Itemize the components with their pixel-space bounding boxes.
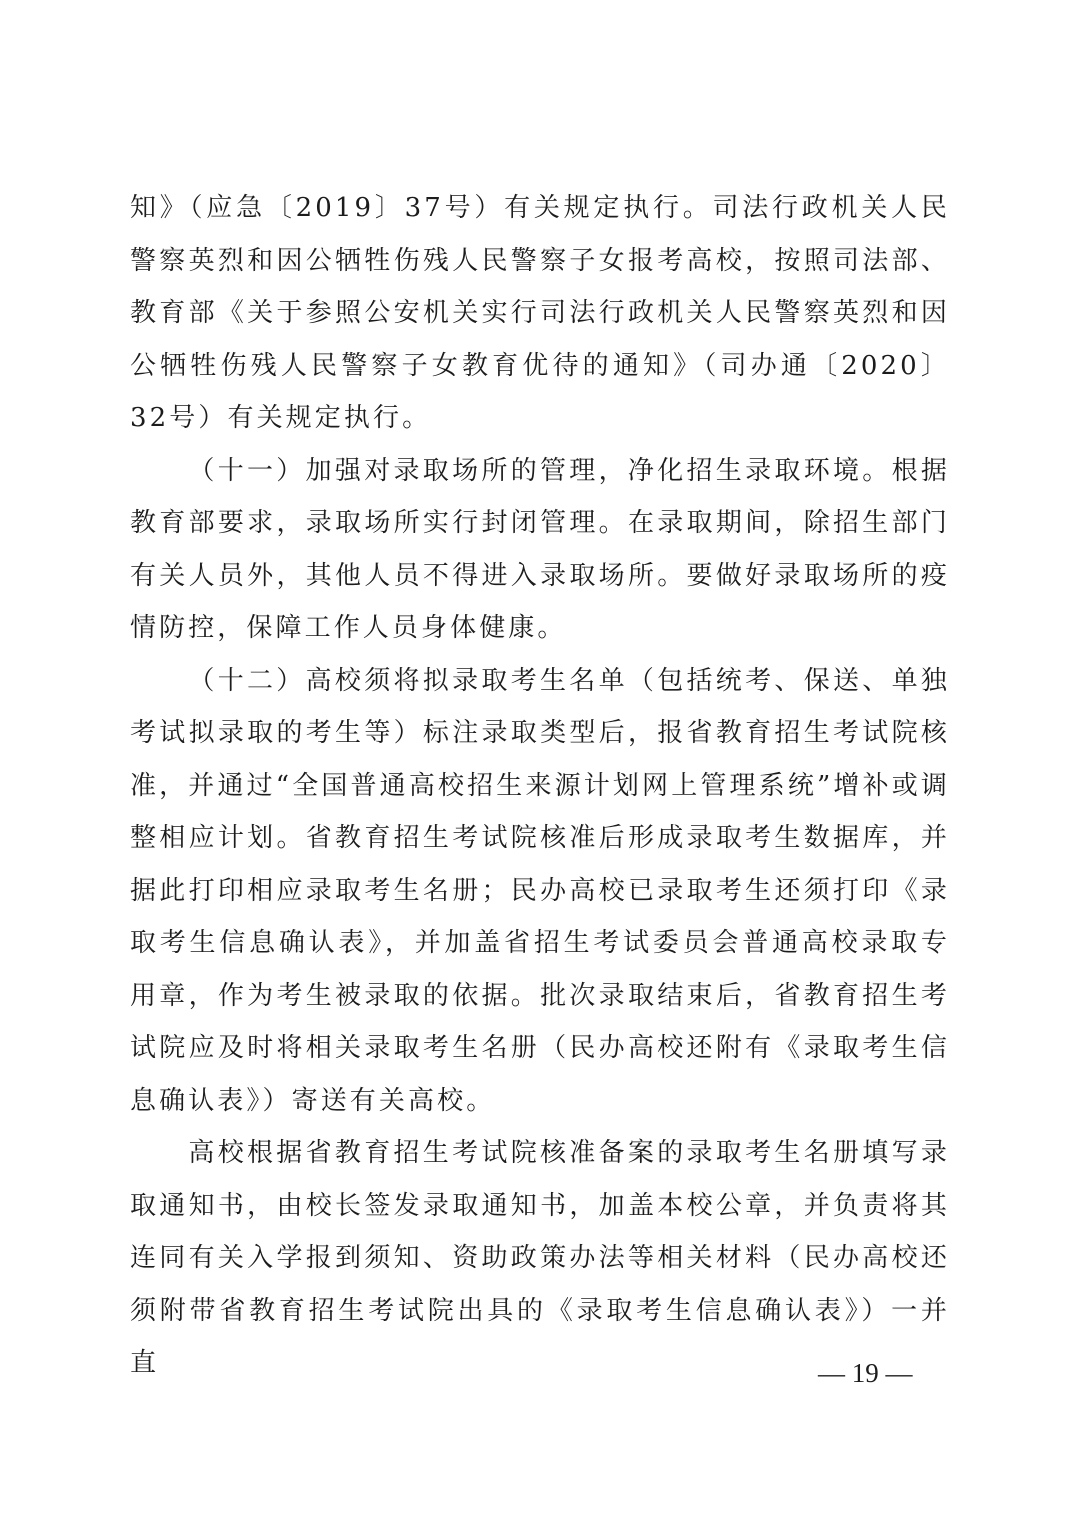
document-body	[130, 182, 950, 1390]
paragraph-admission-notice: 高校根据省教育招生考试院核准备案的录取考生名册填写录取通知书，由校长签发录取通知书，加盖本校公章，并负责将其连同有关入学报到须知、资助政策办法等相关材料（民办高校还须附带省教育招生考试院出具的《录取考生信息确认表》）一并直	[130, 1138, 950, 1378]
paragraph-item-11: （十一）加强对录取场所的管理，净化招生录取环境。根据教育部要求，录取场所实行封闭管理。在录取期间，除招生部门有关人员外，其他人员不得进入录取场所。要做好录取场所的疫情防控，保障工作人员身体健康。	[130, 455, 950, 643]
paragraph-item-12: （十二）高校须将拟录取考生名单（包括统考、保送、单独考试拟录取的考生等）标注录取类型后，报省教育招生考试院核准，并通过“全国普通高校招生来源计划网上管理系统”增补或调整相应计划。省教育招生考试院核准后形成录取考生数据库，并据此打印相应录取考生名册；民办高校已录取考生还须打印《录取考生信息确认表》，并加盖省招生考试委员会普通高校录取专用章，作为考生被录取的依据。批次录取结束后，省教育招生考试院应及时将相关录取考生名册（民办高校还附有《录取考生信息确认表》）寄送有关高校。	[130, 665, 950, 1116]
page-number: — 19 —	[818, 1358, 913, 1388]
paragraph-continuation: 知》（应急〔2019〕37号）有关规定执行。司法行政机关人民警察英烈和因公牺牲伤残人民警察子女报考高校，按照司法部、教育部《关于参照公安机关实行司法行政机关人民警察英烈和因公牺牲伤残人民警察子女教育优待的通知》（司办通〔2020〕32号）有关规定执行。	[130, 193, 950, 433]
